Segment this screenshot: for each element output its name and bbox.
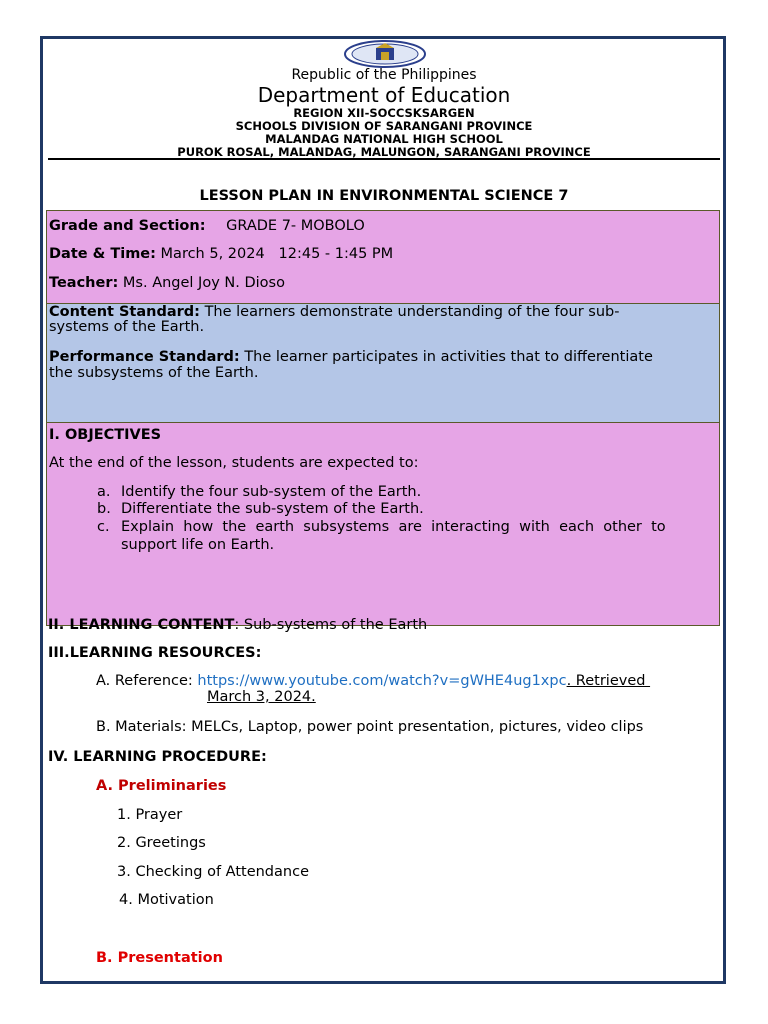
- objectives-heading: I. OBJECTIVES: [49, 427, 162, 443]
- objective-marker-c: c.: [97, 519, 110, 535]
- performance-standard: [49, 349, 719, 366]
- step-attendance: 3. Checking of Attendance: [117, 864, 309, 880]
- teacher: [49, 275, 285, 292]
- presentation-heading: B. Presentation: [96, 950, 223, 966]
- preliminaries-heading: A. Preliminaries: [96, 778, 227, 794]
- info-box: [46, 210, 720, 304]
- date-label: Date & Time:: [49, 246, 156, 262]
- header-divider: [48, 158, 720, 160]
- objective-marker-a: a.: [97, 484, 111, 500]
- step-prayer: 1. Prayer: [117, 807, 183, 823]
- learning-content: [48, 617, 427, 634]
- address-line: PUROK ROSAL, MALANDAG, MALUNGON, SARANGANI PROVINCE: [177, 145, 591, 159]
- lesson-plan-title: LESSON PLAN IN ENVIRONMENTAL SCIENCE 7: [199, 188, 569, 204]
- grade-value: GRADE 7- MOBOLO: [226, 218, 365, 234]
- reference-label: A. Reference:: [96, 673, 193, 689]
- performance-standard-label: Performance Standard:: [49, 349, 240, 365]
- reference-date: March 3, 2024.: [207, 689, 316, 705]
- content-standard-line2: systems of the Earth.: [49, 319, 205, 335]
- materials-label: B. Materials:: [96, 719, 187, 735]
- materials-row: [96, 719, 643, 736]
- step-greetings: 2. Greetings: [117, 835, 206, 851]
- learning-content-heading: II. LEARNING CONTENT: [48, 617, 235, 633]
- materials-value: MELCs, Laptop, power point presentation, pictures, video clips: [191, 719, 644, 735]
- objective-item-b: Differentiate the sub-system of the Earth.: [121, 501, 424, 517]
- reference-row: [96, 673, 650, 690]
- date-time: [49, 246, 393, 263]
- learning-procedure-heading: IV. LEARNING PROCEDURE:: [48, 749, 267, 765]
- performance-standard-line2: the subsystems of the Earth.: [49, 365, 259, 381]
- objective-item-c-line2: support life on Earth.: [121, 537, 275, 553]
- reference-link[interactable]: https://www.youtube.com/watch?v=gWHE4ug1xpc: [197, 673, 567, 689]
- republic-line: Republic of the Philippines: [291, 67, 477, 83]
- deped-seal-logo: [343, 40, 427, 68]
- date-value: March 5, 2024 12:45 - 1:45 PM: [160, 246, 394, 262]
- performance-standard-line1: The learner participates in activities that to differentiate: [244, 349, 653, 365]
- division-line: SCHOOLS DIVISION OF SARANGANI PROVINCE: [235, 119, 533, 133]
- content-standard-line1: The learners demonstrate understanding of the four sub-: [204, 304, 620, 320]
- grade-label: Grade and Section:: [49, 218, 206, 234]
- standards-box: [46, 303, 720, 423]
- reference-retrieved: . Retrieved: [566, 673, 651, 689]
- department-name: Department of Education: [257, 83, 511, 107]
- learning-resources-heading: III.LEARNING RESOURCES:: [48, 645, 262, 661]
- objectives-intro: At the end of the lesson, students are expected to:: [49, 455, 419, 471]
- teacher-label: Teacher:: [49, 275, 119, 291]
- objectives-box: [46, 422, 720, 626]
- objective-item-a: Identify the four sub-system of the Earth.: [121, 484, 422, 500]
- region-line: REGION XII-SOCCSKSARGEN: [293, 106, 475, 120]
- objective-marker-b: b.: [97, 501, 111, 517]
- objective-item-c-line1: Explain how the earth subsystems are interacting with each other to: [121, 519, 666, 535]
- teacher-value: Ms. Angel Joy N. Dioso: [122, 275, 285, 291]
- grade-section: [49, 218, 365, 235]
- content-standard-label: Content Standard:: [49, 304, 200, 320]
- learning-content-value: : Sub-systems of the Earth: [234, 617, 428, 633]
- step-motivation: 4. Motivation: [119, 892, 214, 908]
- school-line: MALANDAG NATIONAL HIGH SCHOOL: [265, 132, 503, 146]
